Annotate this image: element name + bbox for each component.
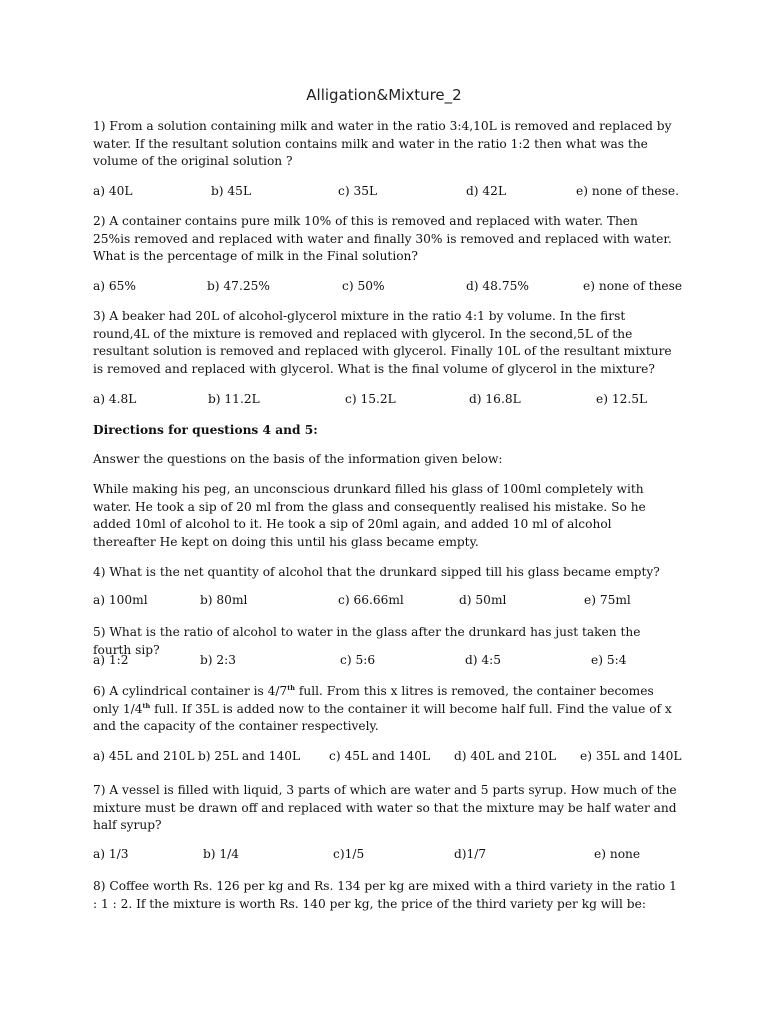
- question-1-text: 1) From a solution containing milk and water in the ratio 3:4,10L is removed and replaced by water. If the resultant solution contains milk and water in the ratio 1:2 then what was the volume of the original solution ?: [93, 119, 672, 169]
- question-2-options: [93, 279, 693, 297]
- superscript-th: th: [287, 684, 296, 692]
- option-c: c) 66.66ml: [338, 593, 404, 607]
- option-b: b) 47.25%: [207, 279, 270, 293]
- option-c: c) 45L and 140L: [329, 749, 431, 763]
- document-title: Alligation&Mixture_2: [306, 86, 462, 104]
- option-d: d) 42L: [466, 184, 507, 198]
- option-e: e) none of these.: [576, 184, 679, 198]
- option-e: e) 12.5L: [596, 392, 648, 406]
- question-3-options: [93, 392, 693, 410]
- option-c: c)1/5: [333, 847, 365, 861]
- directions-heading: Directions for questions 4 and 5:: [93, 423, 318, 437]
- option-b: b) 2:3: [200, 653, 237, 667]
- question-5-options: [93, 653, 693, 671]
- option-b: b) 80ml: [200, 593, 248, 607]
- question-1-options: [93, 184, 693, 202]
- option-e: e) 5:4: [591, 653, 627, 667]
- option-a: a) 65%: [93, 279, 136, 293]
- option-d: d) 16.8L: [469, 392, 521, 406]
- option-d: d) 4:5: [465, 653, 502, 667]
- question-6-text: 6) A cylindrical container is 4/7th full. From this x litres is removed, the container becomes only 1/4th full. If 35L is added now to the container it will become half full. Find the value of x and the capacity of the container respectively.: [93, 684, 672, 734]
- option-d: d) 48.75%: [466, 279, 529, 293]
- option-b: b) 45L: [211, 184, 252, 198]
- question-2-text: 2) A container contains pure milk 10% of this is removed and replaced with water. Then 25%is removed and replaced with water and finally 30% is removed and replaced with water. What is the percentage of milk in the Final solution?: [93, 214, 672, 264]
- option-a: a) 100ml: [93, 593, 148, 607]
- option-a: a) 40L: [93, 184, 133, 198]
- option-b: b) 25L and 140L: [198, 749, 301, 763]
- option-e: e) none of these: [583, 279, 683, 293]
- option-a: a) 1/3: [93, 847, 129, 861]
- directions-instruction: Answer the questions on the basis of the information given below:: [93, 452, 503, 466]
- question-7-text: 7) A vessel is filled with liquid, 3 parts of which are water and 5 parts syrup. How much of the mixture must be drawn off and replaced with water so that the mixture may be half water and half syrup?: [93, 783, 677, 833]
- option-d: d) 50ml: [459, 593, 507, 607]
- option-b: b) 11.2L: [208, 392, 260, 406]
- option-c: c) 50%: [342, 279, 385, 293]
- option-b: b) 1/4: [203, 847, 240, 861]
- option-c: c) 15.2L: [345, 392, 396, 406]
- option-e: e) 35L and 140L: [580, 749, 682, 763]
- option-a: a) 1:2: [93, 653, 129, 667]
- question-6-options: [93, 749, 693, 767]
- question-4-text: 4) What is the net quantity of alcohol that the drunkard sipped till his glass became empty?: [93, 565, 660, 579]
- question-8-text: 8) Coffee worth Rs. 126 per kg and Rs. 134 per kg are mixed with a third variety in the ratio 1 : 1 : 2. If the mixture is worth Rs. 140 per kg, the price of the third variety per kg will be:: [93, 879, 677, 911]
- superscript-th: th: [142, 701, 151, 710]
- option-d: d) 40L and 210L: [454, 749, 557, 763]
- option-d: d)1/7: [454, 847, 487, 861]
- directions-passage: While making his peg, an unconscious drunkard filled his glass of 100ml completely with water. He took a sip of 20 ml from the glass and consequently realised his mistake. So he added 10ml of alcohol to it. He took a sip of 20ml again, and added 10 ml of alcohol thereafter He kept on doing this until his glass became empty.: [93, 482, 646, 549]
- option-a: a) 4.8L: [93, 392, 137, 406]
- question-5-text: 5) What is the ratio of alcohol to water in the glass after the drunkard has just taken the fourth sip?: [93, 625, 641, 657]
- question-3-text: 3) A beaker had 20L of alcohol-glycerol mixture in the ratio 4:1 by volume. In the first round,4L of the mixture is removed and replaced with glycerol. In the second,5L of the resultant solution is removed and replaced with glycerol. Finally 10L of the resultant mixture is removed and replaced with glycerol. What is the final volume of glycerol in the mixture?: [93, 309, 672, 376]
- question-7-options: [93, 847, 693, 865]
- option-c: c) 35L: [338, 184, 378, 198]
- option-e: e) none: [594, 847, 641, 861]
- question-4-options: [93, 593, 693, 611]
- option-e: e) 75ml: [584, 593, 631, 607]
- option-a: a) 45L and 210L: [93, 749, 195, 763]
- option-c: c) 5:6: [340, 653, 376, 667]
